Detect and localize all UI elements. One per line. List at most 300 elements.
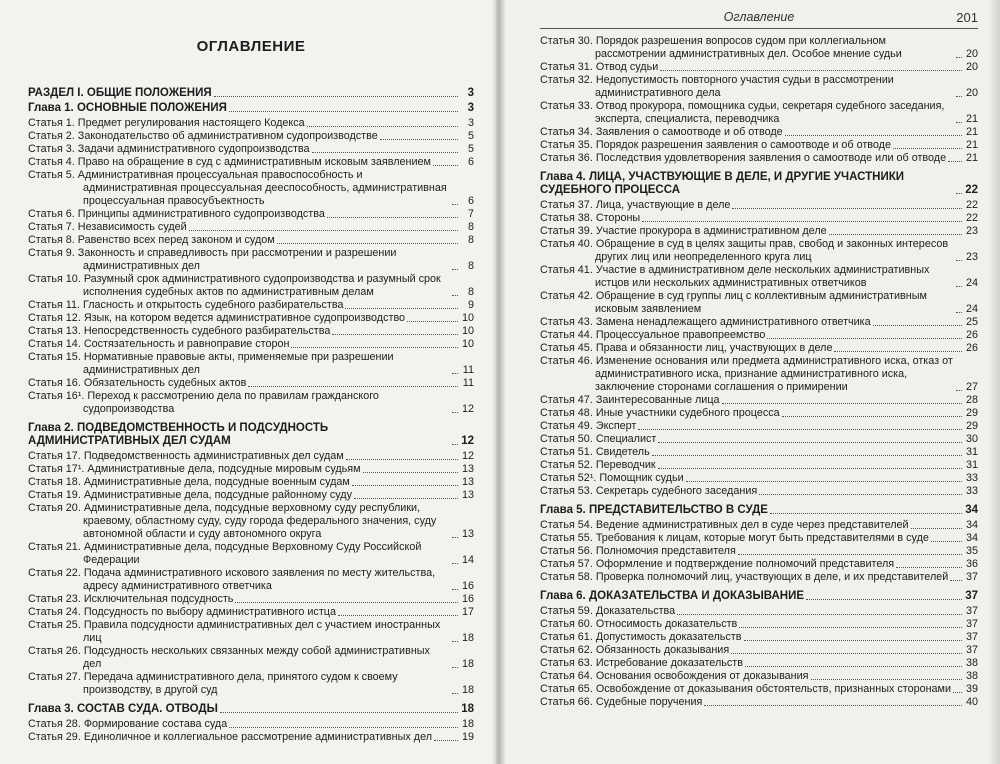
toc-entry-article [28,312,474,325]
dot-leader [658,468,962,469]
toc-entry-title: Глава 3. СОСТАВ СУДА. ОТВОДЫ [28,703,218,715]
toc-entry-title: Статья 16. Обязательность судебных актов [28,377,247,389]
toc-entry-title: Статья 2. Законодательство об административном судопроизводстве [28,130,378,142]
toc-entry-title: Глава 4. ЛИЦА, УЧАСТВУЮЩИЕ В ДЕЛЕ, И ДРУГИЕ УЧАСТНИКИ СУДЕБНОГО ПРОЦЕССА [540,171,905,196]
dot-leader [652,455,962,456]
dot-leader [722,403,962,404]
toc-entry-title: Статья 27. Передача административного дела, принятого судом к своему производству, в другой суд [28,671,398,696]
toc-entry-page: 13 [461,463,474,475]
toc-entry-page: 11 [462,364,474,376]
toc-entry-title: Статья 48. Иные участники судебного процесса [540,407,780,419]
toc-entry-article [28,273,474,299]
toc-entry-chapter [28,703,474,716]
toc-entry-title: Статья 52. Переводчик [540,459,656,471]
toc-entry-page: 14 [461,554,474,566]
toc-entry-title: Статья 53. Секретарь судебного заседания [540,485,758,497]
toc-entry-title: Статья 14. Состязательность и равноправие сторон [28,338,290,350]
toc-entry-page: 34 [965,504,978,516]
dot-leader [956,57,962,58]
dot-leader [956,193,962,194]
toc-entry-article [540,225,978,238]
toc-entry-article [28,377,474,390]
toc-entry-page: 38 [965,670,978,682]
dot-leader [307,126,458,127]
toc-entry-article [28,338,474,351]
toc-entry-title: Статья 51. Свидетель [540,446,650,458]
toc-entry-article [28,541,474,567]
toc-entry-article [540,329,978,342]
toc-entry-page: 24 [965,303,978,315]
toc-entry-article [540,394,978,407]
toc-entry-title: Статья 35. Порядок разрешения заявления о самоотводе и об отводе [540,139,891,151]
toc-entry-page: 31 [965,446,978,458]
dot-leader [248,386,458,387]
toc-entry-article [28,208,474,221]
toc-entry-page: 3 [467,117,474,129]
toc-entry-page: 21 [965,126,978,138]
toc-entry-page: 12 [461,450,474,462]
dot-leader [452,641,458,642]
toc-entry-page: 8 [467,286,474,298]
toc-entry-title: Статья 16¹. Переход к рассмотрению дела по правилам гражданского судопроизводства [28,390,379,415]
toc-entry-title: Статья 66. Судебные поручения [540,696,703,708]
toc-entry-title: Статья 39. Участие прокурора в административном деле [540,225,827,237]
toc-entry-page: 25 [965,316,978,328]
toc-entry-page: 20 [965,48,978,60]
toc-entry-page: 40 [965,696,978,708]
toc-entry-article [540,605,978,618]
dot-leader [291,347,458,348]
toc-entry-title: Статья 12. Язык, на котором ведется административное судопроизводство [28,312,406,324]
toc-entry-page: 8 [467,260,474,272]
toc-entry-page: 37 [965,631,978,643]
toc-entry-title: Статья 62. Обязанность доказывания [540,644,730,656]
dot-leader [744,640,963,641]
toc-entry-page: 5 [467,143,474,155]
dot-leader [956,312,962,313]
toc-heading: ОГЛАВЛЕНИЕ [196,38,306,55]
toc-entry-article [540,631,978,644]
dot-leader [767,338,962,339]
dot-leader [956,390,962,391]
dot-leader [731,653,962,654]
toc-entry-title: Статья 5. Административная процессуальная правоспособность и административная процессуальная дееспособность, административная процессуальная правосубъектность [28,169,447,207]
toc-entry-title: Глава 2. ПОДВЕДОМСТВЕННОСТЬ И ПОДСУДНОСТЬ АДМИНИСТРАТИВНЫХ ДЕЛ СУДАМ [28,422,329,447]
toc-entry-title: Статья 8. Равенство всех перед законом и судом [28,234,275,246]
toc-entry-title: Статья 56. Полномочия представителя [540,545,736,557]
toc-entry-page: 10 [461,312,474,324]
toc-entry-page: 24 [965,277,978,289]
toc-entry-title: Статья 26. Подсудность нескольких связанных между собой административных дел [28,645,430,670]
toc-entry-page: 13 [461,528,474,540]
dot-leader [950,580,962,581]
toc-entry-title: Статья 47. Заинтересованные лица [540,394,720,406]
dot-leader [759,494,962,495]
dot-leader [658,442,962,443]
dot-leader [931,541,962,542]
toc-entry-page: 23 [965,251,978,263]
toc-entry-title: Статья 36. Последствия удовлетворения заявления о самоотводе или об отводе [540,152,947,164]
page-edge-shadow [988,0,1000,764]
toc-entry-page: 33 [965,485,978,497]
toc-entry-article [28,247,474,273]
dot-leader [745,666,962,667]
dot-leader [433,165,458,166]
toc-entry-title: Статья 15. Нормативные правовые акты, применяемые при разрешении административных дел [28,351,394,376]
toc-entry-page: 7 [467,208,474,220]
toc-entry-title: Статья 25. Правила подсудности административных дел с участием иностранных лиц [28,619,441,644]
toc-entry-article [28,351,474,377]
toc-entry-page: 17 [461,606,474,618]
toc-entry-title: Статья 23. Исключительная подсудность [28,593,234,605]
dot-leader [452,667,458,668]
dot-leader [452,204,458,205]
dot-leader [452,589,458,590]
toc-entry-article [28,221,474,234]
dot-leader [338,615,458,616]
toc-entry-page: 28 [965,394,978,406]
toc-entry-page: 36 [965,558,978,570]
toc-entry-article [28,463,474,476]
toc-entry-page: 16 [461,593,474,605]
dot-leader [896,567,962,568]
dot-leader [704,705,962,706]
page-number: 201 [956,10,978,25]
toc-entry-article [540,657,978,670]
toc-entry-title: Статья 34. Заявления о самоотводе и об отводе [540,126,783,138]
toc-entry-title: РАЗДЕЛ I. ОБЩИЕ ПОЛОЖЕНИЯ [28,87,212,99]
toc-entry-article [540,100,978,126]
toc-entry-article [540,152,978,165]
toc-entry-title: Статья 33. Отвод прокурора, помощника судьи, секретаря судебного заседания, эксперта, специалиста, переводчика [540,100,945,125]
dot-leader [354,498,458,499]
toc-entry-title: Статья 4. Право на обращение в суд с административным исковым заявлением [28,156,431,168]
toc-entry-page: 3 [467,87,474,99]
toc-entry-article [540,35,978,61]
toc-entry-page: 10 [461,325,474,337]
dot-leader [953,692,962,693]
toc-entry-article [540,316,978,329]
toc-entry-article [540,61,978,74]
toc-entry-page: 21 [965,139,978,151]
dot-leader [312,152,458,153]
toc-entry-article [540,571,978,584]
toc-entry-title: Статья 40. Обращение в суд в целях защиты прав, свобод и законных интересов других лиц или неопределенного круга лиц [540,238,949,263]
dot-leader [660,70,962,71]
toc-entry-title: Статья 54. Ведение административных дел в суде через представителей [540,519,909,531]
dot-leader [452,269,458,270]
toc-entry-page: 22 [965,184,978,196]
dot-leader [352,485,458,486]
dot-leader [738,554,962,555]
toc-entry-title: Статья 1. Предмет регулирования настоящего Кодекса [28,117,305,129]
toc-entry-title: Статья 24. Подсудность по выбору административного истца [28,606,336,618]
dot-leader [956,286,962,287]
toc-entry-page: 8 [467,234,474,246]
dot-leader [732,208,962,209]
toc-entry-chapter [540,504,978,517]
toc-entry-page: 31 [965,459,978,471]
dot-leader [214,96,458,97]
toc-entry-page: 10 [461,338,474,350]
toc-entry-article [28,671,474,697]
dot-leader [407,321,458,322]
toc-entry-article [540,342,978,355]
toc-entry-page: 18 [461,718,474,730]
toc-entry-title: Статья 29. Единоличное и коллегиальное рассмотрение административных дел [28,731,433,743]
toc-entry-article [540,264,978,290]
toc-entry-page: 18 [461,703,474,715]
dot-leader [834,351,962,352]
dot-leader [277,243,458,244]
dot-leader [452,444,458,445]
toc-entry-page: 34 [965,519,978,531]
toc-entry-page: 26 [965,329,978,341]
dot-leader [434,740,458,741]
dot-leader [363,472,458,473]
toc-entry-page: 18 [461,632,474,644]
right-page [500,0,1000,764]
toc-entry-title: Статья 44. Процессуальное правопреемство [540,329,766,341]
toc-entry-title: Статья 38. Стороны [540,212,641,224]
toc-entry-article [540,199,978,212]
toc-entry-article [540,446,978,459]
toc-entry-title: Статья 41. Участие в административном деле нескольких административных истцов или нескольких административных ответчиков [540,264,930,289]
dot-leader [829,234,962,235]
toc-entry-page: 22 [965,199,978,211]
toc-entry-title: Статья 50. Специалист [540,433,657,445]
toc-entry-page: 18 [461,684,474,696]
dot-leader [911,528,962,529]
toc-entry-article [540,420,978,433]
left-toc-list [28,87,474,744]
toc-entry-title: Статья 6. Принципы административного судопроизводства [28,208,325,220]
dot-leader [452,412,458,413]
toc-entry-article [28,567,474,593]
dot-leader [956,260,962,261]
toc-entry-page: 35 [965,545,978,557]
dot-leader [642,221,962,222]
toc-entry-title: Статья 63. Истребование доказательств [540,657,743,669]
toc-entry-title: Статья 45. Права и обязанности лиц, участвующих в деле [540,342,833,354]
dot-leader [235,602,458,603]
dot-leader [229,727,458,728]
toc-entry-page: 12 [461,435,474,447]
dot-leader [893,148,962,149]
dot-leader [782,416,962,417]
toc-entry-page: 37 [965,571,978,583]
toc-entry-title: Статья 7. Независимость судей [28,221,187,233]
toc-entry-page: 23 [965,225,978,237]
toc-entry-page: 34 [965,532,978,544]
dot-leader [686,481,962,482]
running-title: Оглавление [723,10,795,24]
toc-entry-article [28,593,474,606]
toc-entry-article [28,234,474,247]
toc-entry-page: 18 [461,658,474,670]
toc-entry-article [28,169,474,208]
toc-entry-title: Статья 17¹. Административные дела, подсудные мировым судьям [28,463,361,475]
toc-entry-title: Статья 60. Относимость доказательств [540,618,738,630]
dot-leader [806,599,962,600]
toc-entry-article [28,156,474,169]
dot-leader [785,135,962,136]
toc-entry-page: 37 [965,644,978,656]
toc-entry-article [28,130,474,143]
toc-entry-title: Статья 18. Административные дела, подсудные военным судам [28,476,350,488]
toc-entry-article [540,433,978,446]
toc-entry-article [540,485,978,498]
toc-entry-chapter [540,590,978,603]
toc-entry-page: 20 [965,61,978,73]
dot-leader [345,308,458,309]
toc-entry-article [540,532,978,545]
dot-leader [452,373,458,374]
toc-entry-page: 33 [965,472,978,484]
toc-entry-title: Статья 43. Замена ненадлежащего административного ответчика [540,316,871,328]
toc-entry-page: 8 [467,221,474,233]
toc-entry-chapter [28,102,474,115]
dot-leader [948,161,962,162]
toc-entry-page: 16 [461,580,474,592]
toc-entry-article [540,407,978,420]
toc-entry-article [540,290,978,316]
toc-entry-title: Статья 21. Административные дела, подсудные Верховному Суду Российской Федерации [28,541,422,566]
toc-entry-title: Статья 32. Недопустимость повторного участия судьи в рассмотрении административного дела [540,74,894,99]
toc-entry-page: 21 [965,113,978,125]
toc-entry-page: 3 [467,102,474,114]
toc-entry-title: Статья 19. Административные дела, подсудные районному суду [28,489,353,501]
toc-entry-page: 37 [965,618,978,630]
toc-entry-page: 22 [965,212,978,224]
dot-leader [739,627,962,628]
toc-entry-chapter [540,171,978,197]
toc-entry-article [540,683,978,696]
toc-entry-article [28,645,474,671]
toc-entry-title: Статья 52¹. Помощник судьи [540,472,684,484]
toc-entry-title: Статья 37. Лица, участвующие в деле [540,199,731,211]
dot-leader [638,429,962,430]
toc-entry-article [540,355,978,394]
toc-entry-page: 39 [965,683,978,695]
toc-entry-article [28,299,474,312]
toc-entry-title: Статья 64. Основания освобождения от доказывания [540,670,809,682]
toc-entry-article [28,117,474,130]
dot-leader [332,334,458,335]
toc-entry-page: 5 [467,130,474,142]
toc-entry-page: 38 [965,657,978,669]
dot-leader [229,111,458,112]
toc-entry-title: Статья 17. Подведомственность административных дел судам [28,450,344,462]
toc-entry-title: Статья 61. Допустимость доказательств [540,631,742,643]
toc-entry-title: Глава 1. ОСНОВНЫЕ ПОЛОЖЕНИЯ [28,102,227,114]
right-toc-list [540,35,978,709]
dot-leader [770,513,962,514]
left-page [0,0,496,764]
toc-entry-title: Статья 28. Формирование состава суда [28,718,228,730]
toc-entry-title: Статья 9. Законность и справедливость при рассмотрении и разрешении административных дел [28,247,397,272]
toc-entry-title: Статья 46. Изменение основания или предмета административного иска, отказ от административного иска, признание административного иска, заключение сторонами соглашения о примирении [540,355,953,393]
toc-entry-page: 11 [462,377,474,389]
dot-leader [189,230,458,231]
toc-entry-page: 29 [965,407,978,419]
toc-entry-article [540,212,978,225]
toc-entry-article [28,718,474,731]
toc-entry-title: Статья 49. Эксперт [540,420,637,432]
toc-entry-article [28,489,474,502]
toc-entry-page: 37 [965,590,978,602]
toc-entry-article [28,731,474,744]
toc-entry-article [28,606,474,619]
toc-entry-article [540,238,978,264]
toc-entry-page: 13 [461,476,474,488]
toc-entry-title: Статья 59. Доказательства [540,605,676,617]
toc-entry-article [28,619,474,645]
toc-entry-article [540,696,978,709]
dot-leader [811,679,962,680]
toc-entry-page: 9 [467,299,474,311]
dot-leader [873,325,962,326]
dot-leader [327,217,458,218]
toc-entry-title: Статья 42. Обращение в суд группы лиц с коллективным административным исковым заявлением [540,290,927,315]
toc-entry-article [28,390,474,416]
toc-entry-article [540,519,978,532]
dot-leader [956,96,962,97]
toc-entry-article [540,472,978,485]
dot-leader [346,459,458,460]
toc-entry-title: Глава 6. ДОКАЗАТЕЛЬСТВА И ДОКАЗЫВАНИЕ [540,590,805,602]
toc-entry-article [28,143,474,156]
toc-entry-article [540,126,978,139]
toc-entry-article [540,644,978,657]
toc-entry-page: 6 [467,195,474,207]
dot-leader [452,537,458,538]
dot-leader [452,563,458,564]
dot-leader [220,712,458,713]
toc-entry-page: 6 [467,156,474,168]
toc-entry-title: Статья 10. Разумный срок административного судопроизводства и разумный срок исполнения судебных актов по административным делам [28,273,441,298]
toc-entry-article [540,139,978,152]
toc-entry-article [540,558,978,571]
toc-entry-article [540,459,978,472]
toc-entry-chapter [28,422,474,448]
dot-leader [380,139,458,140]
toc-entry-title: Статья 31. Отвод судьи [540,61,659,73]
toc-entry-page: 20 [965,87,978,99]
toc-entry-article [540,670,978,683]
toc-entry-title: Статья 20. Административные дела, подсудные верховному суду республики, краевому, областному суду, суду города федерального значения, суду автономной области и суду автономного округа [28,502,437,540]
book-gutter-shadow [492,0,506,764]
running-head [540,6,978,29]
toc-entry-page: 29 [965,420,978,432]
dot-leader [677,614,962,615]
toc-entry-title: Статья 11. Гласность и открытость судебного разбирательства [28,299,344,311]
toc-entry-page: 13 [461,489,474,501]
toc-entry-title: Статья 22. Подача административного искового заявления по месту жительства, адресу административного ответчика [28,567,436,592]
dot-leader [956,122,962,123]
toc-entry-article [540,618,978,631]
toc-entry-page: 19 [461,731,474,743]
toc-entry-title: Статья 58. Проверка полномочий лиц, участвующих в деле, и их представителей [540,571,949,583]
toc-entry-title: Статья 55. Требования к лицам, которые могут быть представителями в суде [540,532,929,544]
toc-entry-article [540,74,978,100]
toc-entry-title: Глава 5. ПРЕДСТАВИТЕЛЬСТВО В СУДЕ [540,504,768,516]
toc-entry-title: Статья 30. Порядок разрешения вопросов судом при коллегиальном рассмотрении административных дел. Особое мнение судьи [540,35,902,60]
toc-entry-title: Статья 57. Оформление и подтверждение полномочий представителя [540,558,895,570]
toc-entry-article [540,545,978,558]
toc-entry-title: Статья 13. Непосредственность судебного разбирательства [28,325,331,337]
toc-entry-page: 12 [461,403,474,415]
